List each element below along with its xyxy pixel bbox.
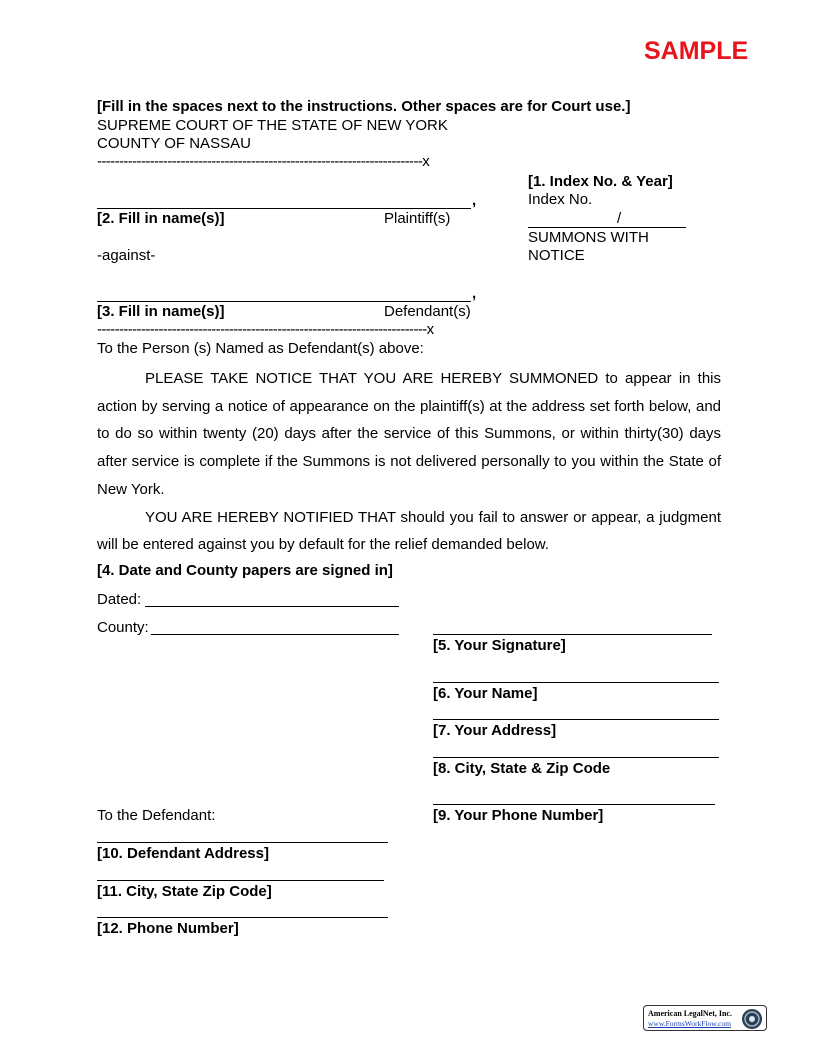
- phone-line[interactable]: [433, 804, 715, 805]
- index-slash: /: [617, 210, 622, 227]
- defendant-instruction: [3. Fill in name(s)]: [97, 303, 225, 320]
- defendant-name-line[interactable]: [97, 301, 471, 302]
- against-label: -against-: [97, 247, 156, 264]
- signing-instruction: [4. Date and County papers are signed in]: [97, 562, 393, 579]
- dated-label: Dated:: [97, 591, 142, 608]
- plaintiff-name-line[interactable]: [97, 208, 471, 209]
- plaintiff-comma: ,: [472, 192, 477, 209]
- document-title-line1: SUMMONS WITH: [528, 229, 649, 246]
- document-title-line2: NOTICE: [528, 247, 585, 264]
- defendant-phone-label: [12. Phone Number]: [97, 920, 239, 937]
- defendant-comma: ,: [472, 285, 477, 302]
- logo-company: American LegalNet, Inc.: [648, 1009, 732, 1018]
- to-defendant-label: To the Defendant:: [97, 807, 216, 824]
- notice-body: [97, 365, 721, 559]
- defendant-address-label: [10. Defendant Address]: [97, 845, 269, 862]
- court-name: SUPREME COURT OF THE STATE OF NEW YORK: [97, 117, 448, 134]
- footer-logo[interactable]: [643, 1005, 767, 1031]
- sample-watermark: SAMPLE: [644, 37, 749, 65]
- signature-line[interactable]: [433, 634, 712, 635]
- index-instruction: [1. Index No. & Year]: [528, 173, 673, 190]
- notice-paragraph-2: YOU ARE HEREBY NOTIFIED THAT should you fail to answer or appear, a judgment will be entered against you by default for the relief demanded below.: [97, 508, 721, 554]
- defendant-phone-line[interactable]: [97, 917, 388, 918]
- county-input-line[interactable]: [151, 634, 399, 635]
- county-name: COUNTY OF NASSAU: [97, 135, 251, 152]
- defendant-label: Defendant(s): [384, 303, 471, 320]
- salutation: To the Person (s) Named as Defendant(s) above:: [97, 340, 424, 357]
- caption-top-border: --------------------------------------------------------------------------x: [97, 153, 430, 170]
- city-state-zip-line[interactable]: [433, 757, 719, 758]
- dated-input-line[interactable]: [145, 606, 399, 607]
- logo-url[interactable]: www.FormsWorkFlow.com: [648, 1019, 732, 1028]
- plaintiff-label: Plaintiff(s): [384, 210, 451, 227]
- county-label: County:: [97, 619, 149, 636]
- index-label: Index No.: [528, 191, 593, 208]
- defendant-address-line[interactable]: [97, 842, 388, 843]
- caption-bottom-border: ---------------------------------------------------------------------------x: [97, 321, 434, 338]
- index-number-line[interactable]: [528, 227, 686, 228]
- your-signature-label: [5. Your Signature]: [433, 637, 566, 654]
- defendant-city-state-zip-label: [11. City, State Zip Code]: [97, 883, 272, 900]
- your-city-state-zip-label: [8. City, State & Zip Code: [433, 760, 611, 777]
- name-line[interactable]: [433, 682, 719, 683]
- your-address-label: [7. Your Address]: [433, 722, 557, 739]
- address-line[interactable]: [433, 719, 719, 720]
- instructions-heading: [Fill in the spaces next to the instructions. Other spaces are for Court use.]: [97, 98, 631, 115]
- notice-paragraph-1: PLEASE TAKE NOTICE THAT YOU ARE HEREBY SUMMONED to appear in this action by serving a notice of appearance on the plaintiff(s) at the address set forth below, and to do so within twenty (20) days after the service of this Summons, or within thirty(30) days after service is complete if the Summons is not delivered personally to you within the State of New York.: [97, 370, 721, 498]
- plaintiff-instruction: [2. Fill in name(s)]: [97, 210, 225, 227]
- your-phone-label: [9. Your Phone Number]: [433, 807, 604, 824]
- globe-icon: [741, 1008, 763, 1030]
- defendant-city-state-zip-line[interactable]: [97, 880, 384, 881]
- your-name-label: [6. Your Name]: [433, 685, 538, 702]
